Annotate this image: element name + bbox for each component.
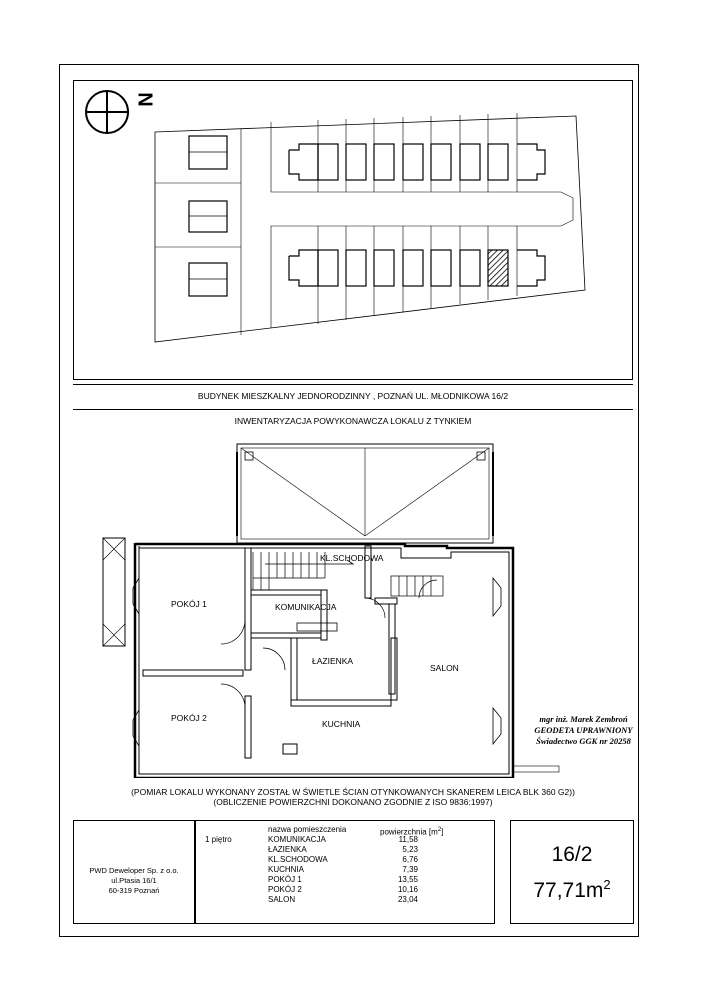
measurement-note: (POMIAR LOKALU WYKONANY ZOSTAŁ W ŚWIETLE ŚCIAN OTYNKOWANYCH SKANEREM LEICA BLK 360 G2)): [131, 787, 575, 797]
room-area-cell: 10,16: [397, 885, 418, 894]
room-name-cell: KL.SCHODOWA: [268, 855, 328, 864]
total-area: $77,71m^2$: [533, 877, 611, 902]
room-name-cell: KOMUNIKACJA: [268, 835, 326, 844]
room-area-cell: 13,55: [397, 875, 418, 884]
plan-title: INWENTARYZACJA POWYKONAWCZA LOKALU Z TYNKIEM: [234, 416, 472, 426]
room-area-cell: 11,58: [398, 835, 418, 844]
developer-name: PWD Deweloper Sp. z o.o.: [89, 866, 179, 875]
room-name-cell: POKÓJ 2: [268, 885, 302, 894]
north-arrow-icon: [86, 91, 128, 133]
summary-box: [510, 820, 634, 924]
room-label-pokoj2: POKÓJ 2: [171, 713, 207, 723]
table-row: [268, 875, 418, 885]
room-label-lazienka: ŁAZIENKA: [312, 656, 354, 666]
room-area-cell: 7,39: [402, 865, 418, 874]
surveyor-stamp: [526, 714, 641, 747]
room-area-cell: 6,76: [402, 855, 418, 864]
developer-city: 60-319 Poznań: [108, 886, 160, 895]
area-table-rows: [268, 835, 418, 905]
column-header-name: nazwa pomieszczenia: [268, 825, 347, 834]
room-label-salon: SALON: [430, 663, 459, 673]
room-name-cell: KUCHNIA: [268, 865, 305, 874]
room-label-kl-schodowa: KL.SCHODOWA: [320, 553, 384, 563]
room-label-kuchnia: KUCHNIA: [322, 719, 361, 729]
surveyor-title: GEODETA UPRAWNIONY: [534, 725, 633, 735]
table-row: [268, 845, 418, 855]
floor-label: 1 piętro: [205, 835, 232, 844]
divider: [73, 409, 633, 410]
divider: [73, 384, 633, 385]
surveyor-certificate: Świadectwo GGK nr 20258: [536, 736, 631, 746]
column-header-area: powierzchnia $[m^2]$: [380, 827, 444, 837]
table-row: [268, 885, 418, 895]
building-title: BUDYNEK MIESZKALNY JEDNORODZINNY , POZNAŃ UL. MŁODNIKOWA 16/2: [197, 391, 509, 401]
room-name-cell: POKÓJ 1: [268, 875, 302, 884]
developer-street: ul.Ptasia 16/1: [111, 876, 157, 885]
table-row: [268, 855, 418, 865]
table-row: [268, 835, 418, 845]
north-label: N: [133, 92, 156, 107]
surveyor-name: mgr inż. Marek Zembroń: [539, 714, 628, 724]
calculation-note: (OBLICZENIE POWIERZCHNI DOKONANO ZGODNIE Z ISO 9836:1997): [213, 797, 493, 807]
room-label-pokoj1: POKÓJ 1: [171, 599, 207, 609]
room-area-cell: 5,23: [402, 845, 418, 854]
unit-number: 16/2: [551, 843, 593, 866]
room-name-cell: SALON: [268, 895, 296, 904]
table-row: [268, 895, 418, 905]
table-row: [268, 865, 418, 875]
room-name-cell: ŁAZIENKA: [268, 845, 307, 854]
room-area-cell: 23,04: [397, 895, 418, 904]
room-label-komunikacja: KOMUNIKACJA: [275, 602, 337, 612]
developer-box: [73, 820, 195, 924]
site-plan: [73, 80, 633, 380]
hatched-unit: [488, 250, 508, 286]
